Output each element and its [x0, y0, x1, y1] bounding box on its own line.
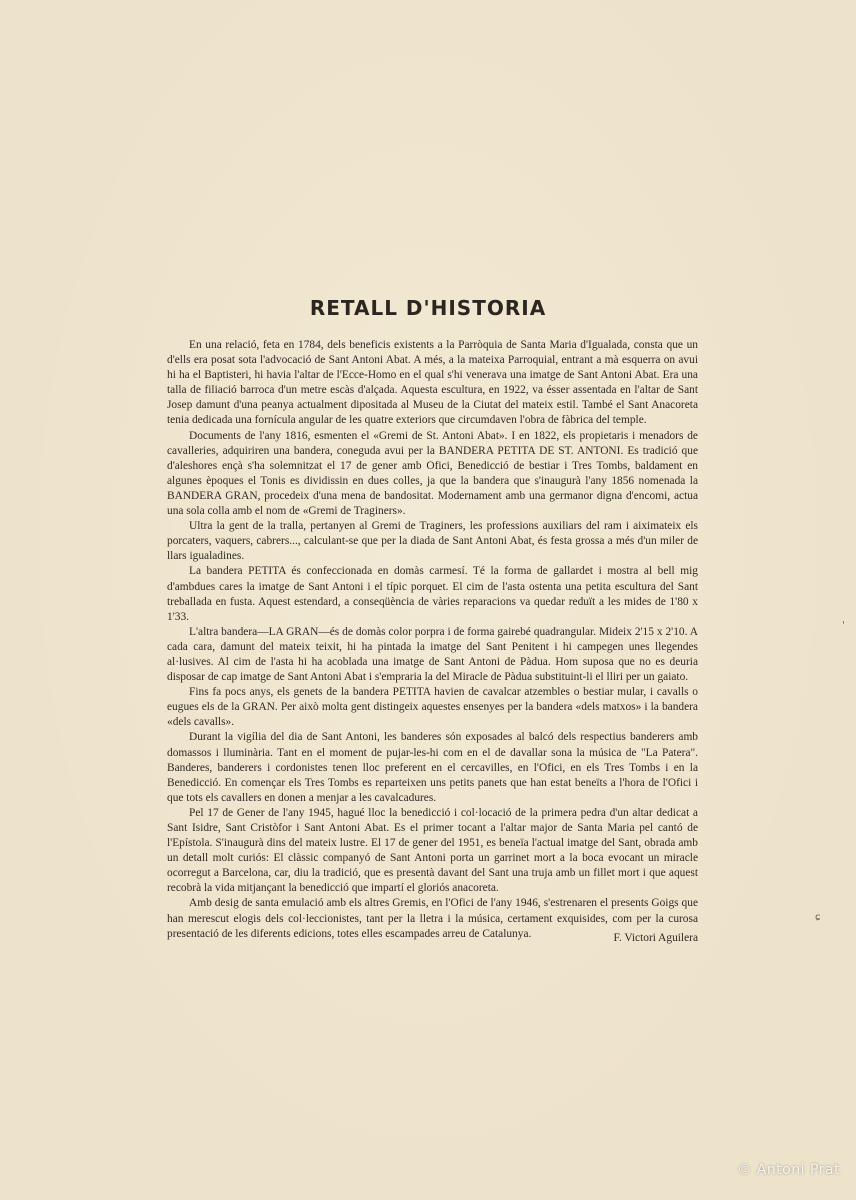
paragraph: Pel 17 de Gener de l'any 1945, hagué lloc la benedicció i col·locació de la primera pedra d'un altar dedicat a Sant Isidre, Sant Cristòfor i Sant Antoni Abat. Es el primer tocant a l'altar major de Santa Maria pel cantó de l'Epístola. S'inaugurà dins del mateix lustre. El 17 de gener del 1951, es beneïa l'actual imatge del Sant, obrada amb un detall molt curiós: El clàssic companyó de Sant Antoni porta un garrinet mort a la boca evocant un miracle ocorregut a Barcelona, car, diu la tradició, que es presentà davant del Sant una truja amb un fillet mort i que aquest recobrà la vida mitjançant la benedicció que impartí el gloriós anacoreta. [167, 806, 698, 895]
paragraph: Durant la vigília del dia de Sant Antoni, les banderes són exposades al balcó dels respectius banderers amb domassos i lluminària. Tant en el moment de pujar-les-hi com en el de davallar sona la música de "La Patera". Banderes, banderers i cordonistes tenen lloc preferent en el cercavilles, en l'Ofici, en els Tres Tombs i en la Benedicció. En començar els Tres Tombs es reparteixen uns petits panets que han estat beneïts a l'hora de l'Ofici i que tots els cavallers en donen a menjar a les cavalcadures. [167, 731, 698, 804]
paragraph: La bandera PETITA és confeccionada en domàs carmesí. Té la forma de gallardet i mostra al bell mig d'ambdues cares la imatge de Sant Antoni i el típic porquet. El cim de l'asta ostenta una petita escultura del Sant treballada en fusta. Aquest estendard, a conseqüència de vàries reparacions va quedar reduït a les mides de 1'80 x 1'33. [167, 565, 698, 623]
paragraph: L'altra bandera—LA GRAN—és de domàs color porpra i de forma gairebé quadrangular. Mideix 2'15 x 2'10. A cada cara, damunt del mateix teixit, hi ha pintada la imatge del Sant Penitent i hi campegen unes llegendes al·lusives. Al cim de l'asta hi ha acoblada una imatge de Sant Antoni de Pàdua. Hom suposa que no es deuria disposar de cap imatge de Sant Antoni Abat i s'empraria la del Miracle de Pàdua substituint-li el lliri per un gaiato. [167, 625, 698, 684]
copyright-watermark: © Antoni Prat [737, 1162, 840, 1178]
margin-mark: ' [842, 620, 845, 631]
author-signature: F. Victori Aguilera [613, 932, 698, 944]
paragraph: Documents de l'any 1816, esmenten el «Gremi de St. Antoni Abat». I en 1822, els propietaris i menadors de cavalleries, adquiriren una bandera, coneguda avui per la BANDERA PETITA DE ST. ANTONI. Es tradició que d'aleshores ençà s'ha solemnitzat el 17 de gener amb Ofici, Benedicció de bestiar i Tres Tombs, baldament en algunes èpoques el Tonis es dividissin en dues colles, ja que la bandera que s'inaugurà l'any 1856 nomenada la BANDERA GRAN, procedeix d'una mena de bandositat. Modernament amb una germanor digna d'encomi, actua una sola colla amb el nom de «Gremi de Traginers». [167, 429, 698, 518]
article-body [167, 338, 698, 942]
paragraph: Fins fa pocs anys, els genets de la bandera PETITA havien de cavalcar atzembles o bestiar mular, i cavalls o eugues els de la GRAN. Per això molta gent distingeix aquestes ensenyes per la bandera «dels matxos» i la bandera «dels cavalls». [167, 686, 698, 729]
paragraph: Amb desig de santa emulació amb els altres Gremis, en l'Ofici de l'any 1946, s'estrenaren el presents Goigs que han merescut elogis dels col·leccionistes, tant per la lletra i la música, certament exquisides, com per la curosa presentació de les diferents edicions, totes elles escampades arreu de Catalunya. [167, 897, 698, 940]
page-title: RETALL D'HISTORIA [309, 296, 547, 320]
margin-mark: ɕ [815, 912, 821, 923]
paragraph: Ultra la gent de la tralla, pertanyen al Gremi de Traginers, les professions auxiliars del ram i aiximateix els porcaters, vaquers, cabrers..., calculant-se que per la diada de Sant Antoni Abat, és festa grossa a més d'un miler de llars igualadines. [167, 520, 698, 563]
paragraph: En una relació, feta en 1784, dels beneficis existents a la Parròquia de Santa Maria d'Igualada, consta que un d'ells era posat sota l'advocació de Sant Antoni Abat. A més, a la mateixa Parroquial, entrant a mà esquerra on avui hi ha el Baptisteri, hi havia l'altar de l'Ecce-Homo en el qual s'hi venerava una imatge de Sant Antoni Abat. Era una talla de filiació barroca d'un metre escàs d'alçada. Aquesta escultura, en 1922, va ésser assentada en l'altar de Sant Josep damunt d'una peanya actualment dipositada al Museu de la Ciutat del mateix estil. També el Sant Anacoreta tenia dedicada una fornícula angular de les quatre exteriors que circumdaven l'obra de fàbrica del temple. [167, 339, 698, 427]
